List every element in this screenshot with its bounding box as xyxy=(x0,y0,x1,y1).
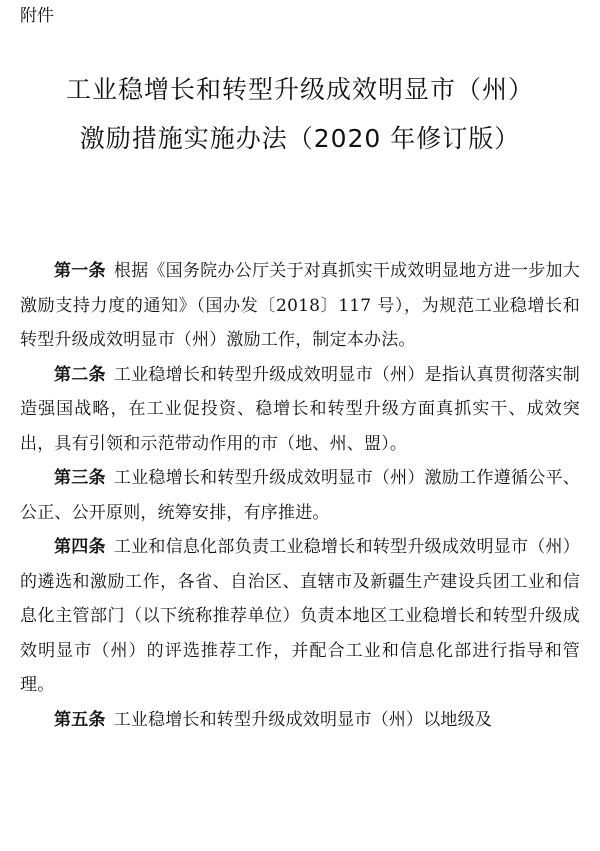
document-body xyxy=(20,254,580,737)
article-label: 第一条 xyxy=(54,261,106,281)
article-5 xyxy=(20,703,580,738)
article-text: 工业和信息化部负责工业稳增长和转型升级成效明显市（州）的遴选和激励工作，各省、自治区、直辖市及新疆生产建设兵团工业和信息化主管部门（以下统称推荐单位）负责本地区工业稳增长和转型升级成效明显市（州）的评选推荐工作，并配合工业和信息化部进行指导和管理。 xyxy=(20,537,580,695)
document-title-line-1: 工业稳增长和转型升级成效明显市（州） xyxy=(65,75,534,104)
article-2 xyxy=(20,358,580,462)
attachment-label: 附件 xyxy=(20,6,54,26)
document-title-line-2: 激励措施实施办法（2020 年修订版） xyxy=(79,124,521,153)
article-label: 第三条 xyxy=(54,468,106,488)
article-3 xyxy=(20,461,580,530)
article-text: 工业稳增长和转型升级成效明显市（州）以地级及 xyxy=(113,709,493,730)
article-label: 第五条 xyxy=(54,709,106,730)
article-label: 第四条 xyxy=(54,537,106,557)
article-text: 工业稳增长和转型升级成效明显市（州）是指认真贯彻落实制造强国战略，在工业促投资、稳增长和转型升级方面真抓实干、成效突出，具有引领和示范带动作用的市（地、州、盟）。 xyxy=(20,364,580,454)
article-text: 根据《国务院办公厅关于对真抓实干成效明显地方进一步加大激励支持力度的通知》（国办发〔2018〕117 号），为规范工业稳增长和转型升级成效明显市（州）激励工作，制定本办法。 xyxy=(20,261,580,350)
article-text: 工业稳增长和转型升级成效明显市（州）激励工作遵循公平、公正、公开原则，统筹安排，有序推进。 xyxy=(20,468,580,523)
article-4 xyxy=(20,530,580,703)
article-1 xyxy=(20,254,580,358)
article-label: 第二条 xyxy=(54,364,106,385)
